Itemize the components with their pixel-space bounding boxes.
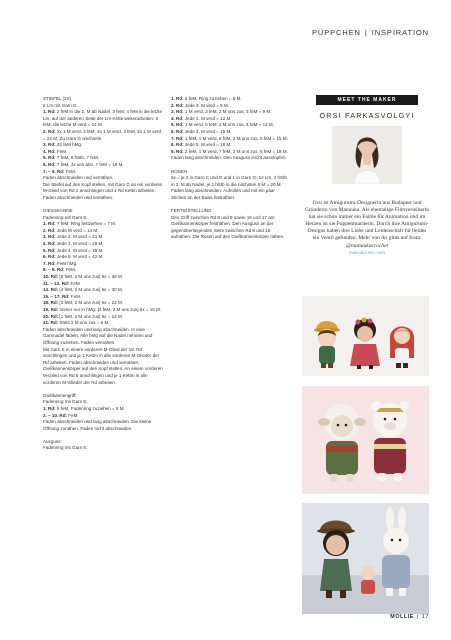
pattern-text: Jede 4. M verd = 15 M. (183, 128, 232, 134)
category-label: INSPIRATION (371, 28, 429, 37)
round-label: 1. Rd: (43, 405, 56, 411)
pattern-text: FeM hMg. (55, 260, 78, 266)
paragraph-gap (171, 202, 291, 209)
pattern-line (171, 215, 291, 241)
pattern-line (171, 188, 291, 201)
pattern-text: FeM. (64, 267, 77, 273)
pattern-text: FeM. (55, 148, 68, 154)
pattern-text: Faden lang abschneiden. Aufrollen und mit ein paar Stichen an der Basis festnähen. (171, 188, 275, 200)
dolls-photo-1 (302, 296, 429, 376)
round-label: 4. Rd: (171, 115, 184, 121)
round-label: 1. Rd: (171, 96, 184, 101)
pattern-column-middle (171, 96, 291, 241)
pattern-text: 7 feM, Ring festziehen = 7 M. (55, 221, 117, 227)
pattern-text: Immer nur in hMg: [2 feM, 2 M uns zus] 6x = 18 M. (58, 307, 162, 312)
pattern-text: Fadenring mit Garn E. (43, 445, 88, 451)
pattern-line (43, 182, 163, 202)
pattern-text: 2 feM in die 2. M ab Nadel, 3 feM, 4 feM in die letzte Lm, auf der anderen Seite der Lm-Kette weiterarbeiten: 3 feM, die letzte M verd = 14 M. (43, 109, 163, 128)
pattern-line (43, 162, 163, 169)
round-label: 7. Rd: (171, 135, 184, 141)
round-label: 7. Rd: (43, 260, 56, 266)
pattern-line (171, 109, 291, 116)
dolls-illustration-1 (302, 296, 429, 376)
pattern-line (43, 399, 163, 406)
pattern-line (43, 320, 163, 327)
round-label: 3. Rd: (171, 109, 184, 115)
pattern-line (43, 419, 163, 432)
pattern-text: Mit Garn E in einem vorderen M-Glied der 18. Rd anschlingen und je 1 Kettm in alle vorderen M-Glieder der Rd arbeiten. Faden abschneiden und vernähen. Gießkannenkörper auf den Kopf stellen. An einem vorderen M-Glied von Rd 6 anschlingen und je 1 Kettm in alle vorderen M-Glieder der Rd arbeiten. (43, 346, 163, 385)
page-header (312, 28, 429, 37)
pattern-text: Faden abschneiden und lang abschneiden. In eine Garnnadel fädeln. Alle hMg auf die Nadel nehmen und Öffnung zuziehen. Faden vernähen. (43, 326, 153, 345)
round-label: 3. Rd: (43, 142, 56, 148)
pattern-text: Stets 2 M uns zus = 6 M. (58, 320, 110, 326)
pattern-line (43, 281, 163, 288)
pattern-column-left (43, 96, 163, 452)
pattern-line (43, 327, 163, 347)
pattern-line (43, 294, 163, 301)
pattern-line (171, 155, 291, 162)
maker-portrait (332, 126, 402, 184)
pattern-text: 7 feM, 8 hStb, 7 feM. (55, 155, 100, 161)
etsy-link[interactable]: manuuka.etsy.com (349, 250, 385, 256)
pattern-line (171, 169, 291, 176)
pattern-line (43, 129, 163, 142)
pattern-text: 6 feM, Ring zuziehen = 6 M. (183, 96, 242, 101)
paragraph-gap (43, 386, 163, 393)
pattern-line (171, 149, 291, 156)
pattern-text: 2x 1 M verd, 3 feM, 4x 1 M verd, 3 feM, 2x 1 M verd = 22 M. Zu Garn G wechseln. (43, 128, 162, 141)
pattern-line (171, 175, 291, 188)
pattern-line (43, 254, 163, 261)
dolls-photo-3 (302, 503, 429, 614)
pattern-text: Den Griff zwischen Rd 8 und 9 sowie 16 und 17 am Gießkannenkörper festnähen. Den Ausguss an der gegenüberliegenden Seite zwischen Rd 8 und 16 aufnähen. Die Rosen auf den Gießkannenkörper nähen. (171, 214, 285, 240)
pattern-text: 1 M verd, 3 feM, 2 M uns zus, 3 feM = 9 M. (183, 109, 272, 115)
round-label: 3. Rd: (43, 234, 56, 240)
round-label: 1. Rd: (43, 109, 56, 115)
dolls-illustration-2 (302, 386, 429, 494)
pattern-line (171, 96, 291, 103)
pattern-line (43, 406, 163, 413)
meet-the-maker-box (304, 95, 430, 257)
footer-separator: | (416, 614, 419, 620)
pattern-line (171, 116, 291, 123)
pattern-line (43, 439, 163, 446)
pattern-line (43, 175, 163, 182)
paragraph-gap (43, 202, 163, 209)
pattern-line (43, 274, 163, 281)
pattern-text: Jede 4. M verd = 35 M. (55, 247, 104, 253)
section-label: PÜPPCHEN (311, 28, 361, 37)
pattern-line (43, 393, 163, 400)
round-label: 21. Rd: (43, 320, 59, 326)
pattern-text: Faden abschneiden und vernähen. (43, 175, 114, 181)
header-separator: | (364, 28, 368, 37)
pattern-line (43, 267, 163, 274)
pattern-text: 7 feM, 4x uns abn, 7 feM = 18 M. (55, 161, 124, 167)
pattern-text: FeM (67, 412, 78, 418)
page-footer (390, 614, 429, 620)
pattern-text: [4 feM, 2 M uns zus] 6x = 30 M. (58, 287, 123, 293)
round-label: 2. – 10. Rd: (43, 412, 68, 418)
round-label: 1. Rd: (43, 221, 56, 227)
pattern-line (43, 314, 163, 321)
pattern-line (43, 347, 163, 387)
pattern-text: FeM. (69, 293, 82, 299)
round-label: 8. Rd: (171, 142, 184, 148)
round-label: 5. Rd: (43, 155, 56, 161)
pattern-text: Gießkannengriff: (43, 392, 77, 398)
pattern-text: [5 feM, 2 M uns zus] 6x = 36 M. (58, 274, 123, 280)
pattern-text: Fadenring mit Garn E. (43, 214, 88, 220)
pattern-text: Jede 3. M verd = 12 M. (183, 115, 232, 121)
pattern-text: Faden lang abschneiden. Den Ausguss leicht ausstopfen. (171, 155, 287, 161)
pattern-text: 1 feM, 1 M verd, 6 feM, 2 M uns zus, 5 feM = 15 M. (183, 135, 288, 141)
pattern-text: FeM. (64, 168, 77, 174)
pattern-line (43, 149, 163, 156)
round-label: 18. Rd: (43, 300, 59, 306)
round-label: 20. Rd: (43, 313, 59, 319)
maker-bio (304, 200, 430, 257)
pattern-text: Jede 5. M verd = 42 M. (55, 254, 104, 260)
pattern-text: 6 Lm mit Garn D. (43, 102, 78, 108)
pattern-text: Faden abschneiden und lang abschneiden. Die kleine Öffnung zunähen. Faden nicht abschneiden. (43, 419, 152, 431)
pattern-line (43, 155, 163, 162)
pattern-text: [1 feM, 2 M uns zus] 6x = 12 M. (58, 313, 123, 319)
pattern-line (43, 109, 163, 129)
round-label: 4. Rd: (43, 148, 56, 154)
maker-portrait-illustration (332, 126, 402, 184)
pattern-text: FeM (69, 280, 80, 286)
round-label: 2. Rd: (43, 128, 56, 134)
pattern-text: GIESSKANNE (43, 208, 73, 214)
round-label: 2. Rd: (43, 227, 56, 233)
round-label: 9. Rd: (171, 148, 184, 154)
pattern-line (43, 300, 163, 307)
pattern-line (43, 215, 163, 222)
pattern-line (43, 248, 163, 255)
round-label: 2. Rd: (171, 102, 184, 108)
pattern-line (43, 307, 163, 314)
pattern-line (43, 445, 163, 452)
round-label: 5. Rd: (43, 247, 56, 253)
pattern-line (43, 228, 163, 235)
pattern-line (43, 96, 163, 103)
round-label: 6. Rd: (171, 128, 184, 134)
round-label: 19. Rd: (43, 307, 59, 312)
pattern-line (43, 221, 163, 228)
paragraph-gap (171, 162, 291, 169)
pattern-text: Fadenring mit Garn E. (43, 399, 88, 405)
round-label: 5. Rd: (171, 122, 184, 128)
pattern-line (43, 103, 163, 110)
instagram-handle[interactable]: @manuukacrochet (345, 242, 389, 249)
round-label: 8. – 9. Rd: (43, 267, 65, 273)
pattern-text: 22 feM hMg. (55, 142, 83, 148)
maker-bio-text: Orsi ist Amigurumi-Designerin aus Budapest und Gründerin von Manuuka. Als ehemalige Filmverleiherin hat sie schon immer ein Faible für Animation und im Herzen ist sie Puppenmacherin. Durch ihre Amigurumi-Designs haben ihre Liebe und Leidenschaft für beides ein Ventil gefunden. Mehr von ihr gibts auf Insta: (304, 200, 430, 242)
round-label: 11. – 13. Rd: (43, 280, 70, 286)
pattern-text: Jede 5. M verd = 18 M. (183, 142, 232, 148)
round-label: 4. Rd: (43, 241, 56, 247)
dolls-illustration-3 (302, 503, 429, 614)
round-label: 6. Rd: (43, 161, 56, 167)
pattern-text: Ausguss: (43, 438, 62, 444)
round-label: 7. – 9. Rd: (43, 168, 65, 174)
pattern-text: Jede 2. M verd = 21 M. (55, 234, 104, 240)
pattern-line (43, 241, 163, 248)
magazine-name: MOLLIE (390, 614, 414, 620)
pattern-line (171, 208, 291, 215)
pattern-line (43, 413, 163, 420)
maker-name: ORSI FARKASVOLGYI (319, 111, 415, 120)
pattern-text: Jede 3. M verd = 28 M. (55, 241, 104, 247)
pattern-text: Die Stiefel auf den Kopf stellen, mit Garn D an ein vorderes M-Glied von Rd 2 anschlingen und 1 Rd Kettm arbeiten. Faden abschneiden und vernähen. (43, 181, 163, 200)
pattern-line (43, 261, 163, 268)
round-label: 14. Rd: (43, 287, 59, 293)
round-label: 15. – 17. Rd: (43, 293, 70, 299)
round-label: 6. Rd: (43, 254, 56, 260)
pattern-line (171, 122, 291, 129)
pattern-text: [3 feM, 2 M uns zus] 6x = 24 M. (58, 300, 123, 306)
pattern-line (43, 234, 163, 241)
pattern-text: FERTIGSTELLUNG (171, 208, 212, 214)
round-label: 10. Rd: (43, 274, 59, 280)
pattern-text: 1 M verd, 5 feM, 2 M uns zus, 4 feM = 12 M. (183, 122, 274, 128)
pattern-line (43, 169, 163, 176)
pattern-text: STIEFEL (2X) (43, 96, 72, 101)
pattern-text: 5x = je 2 in Garn C und D und 1 in Garn G: 12 Lm, 2 hStb in 3. M ab Nadel, je 2 hStb in die nächsten 9 M = 20 M. (171, 175, 287, 187)
pattern-line (43, 208, 163, 215)
pattern-text: 2 feM, 1 M verd, 7 feM, 2 M uns zus, 6 feM = 18 M. (183, 148, 288, 154)
pattern-line (43, 142, 163, 149)
dolls-photo-2 (302, 386, 429, 494)
meet-the-maker-tag: MEET THE MAKER (316, 95, 418, 105)
pattern-line (171, 142, 291, 149)
pattern-line (171, 136, 291, 143)
pattern-line (171, 103, 291, 110)
pattern-line (171, 129, 291, 136)
paragraph-gap (43, 432, 163, 439)
pattern-text: 5 feM, Fadenring zuziehen = 5 M. (55, 405, 125, 411)
pattern-text: Jede 3. M verd = 9 M. (183, 102, 230, 108)
page-number: 17 (421, 614, 429, 620)
pattern-text: Jede M verd = 14 M. (55, 227, 99, 233)
pattern-text: ROSEN (171, 168, 188, 174)
pattern-line (43, 287, 163, 294)
